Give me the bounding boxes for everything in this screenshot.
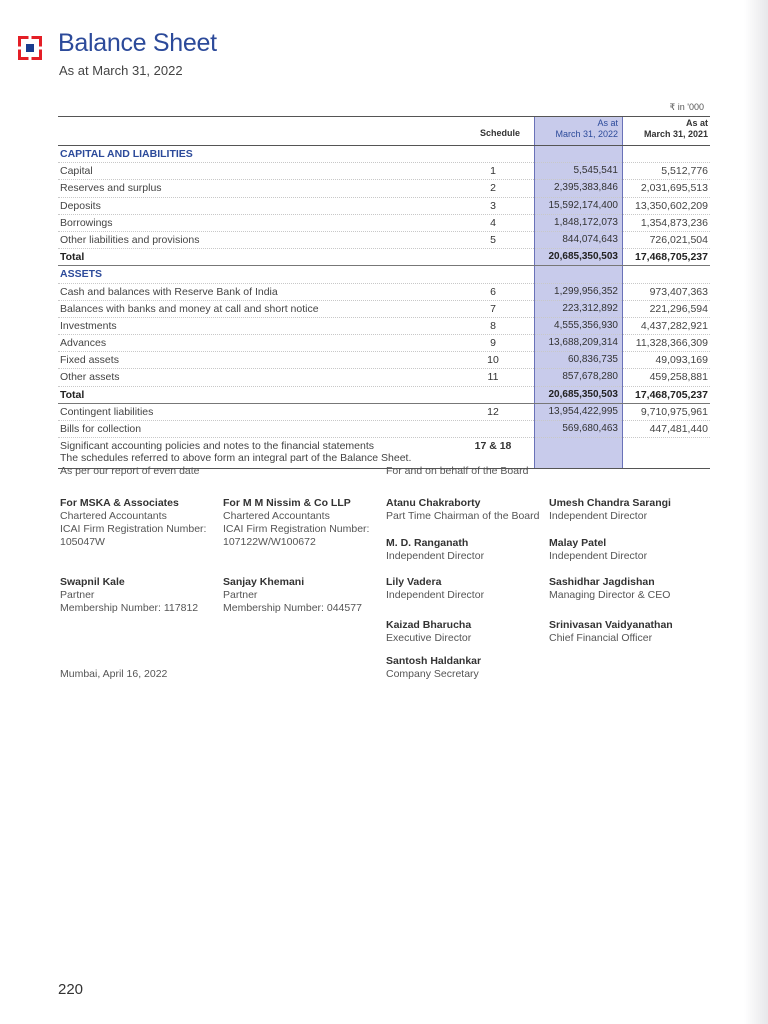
table-row [58,180,710,197]
row-label: Other assets [60,371,120,384]
table-body [58,146,710,438]
row-value-2022: 20,685,350,503 [548,251,618,263]
board-member [549,537,647,563]
row-value-2022: 223,312,892 [562,302,618,314]
row-label: Balances with banks and money at call and short notice [60,302,319,315]
section-row [58,266,710,283]
auditor-firm-2 [223,497,369,549]
board-member [386,576,484,602]
row-label: Total [60,251,85,264]
row-value-2022: 1,848,172,073 [554,216,618,228]
row-value-2022: 20,685,350,503 [548,388,618,400]
header-2022 [534,118,618,140]
board-member [386,497,540,523]
row-schedule: 2 [490,182,496,195]
board-member-role: Executive Director [386,632,472,644]
board-member [549,619,673,645]
table-row [58,215,710,232]
board-member-role: Independent Director [386,550,485,562]
board-member-role: Managing Director & CEO [549,589,671,601]
board-intro: For and on behalf of the Board [386,465,529,477]
header-2022-line1: As at [597,118,618,128]
page-title: Balance Sheet [58,29,217,57]
row-value-2022: 569,680,463 [562,423,618,434]
note-line-2: The schedules referred to above form an integral part of the Balance Sheet. [60,452,412,465]
board-member [386,537,484,563]
row-schedule: 1 [490,165,496,178]
auditor-partner-2 [223,576,362,615]
row-label: Cash and balances with Reserve Bank of India [60,285,278,298]
table-row [58,284,710,301]
partner-1-name: Swapnil Kale [60,576,125,588]
row-label: ASSETS [60,268,103,281]
row-label: Contingent liabilities [60,405,154,418]
board-member [386,655,481,681]
board-member [386,619,471,645]
row-label: Capital [60,165,93,178]
row-label: Bills for collection [60,423,142,435]
board-member-name: M. D. Ranganath [386,537,469,549]
row-value-2022: 13,688,209,314 [548,337,618,349]
header-2021 [624,118,708,140]
row-value-2022: 4,555,356,930 [554,319,618,331]
board-member-name: Srinivasan Vaidyanathan [549,619,673,631]
row-schedule: 11 [487,371,499,384]
section-row [58,146,710,163]
page-edge-shadow [744,0,768,1024]
board-member-role: Independent Director [386,589,485,601]
board-member-name: Malay Patel [549,537,607,549]
row-schedule: 7 [490,302,496,315]
header-2022-line2: March 31, 2022 [555,129,618,139]
row-value-2021: 13,350,602,209 [635,199,708,212]
row-label: Reserves and surplus [60,182,162,195]
board-member-name: Umesh Chandra Sarangi [549,497,671,509]
table-note-row [58,438,710,468]
row-value-2022: 15,592,174,400 [548,199,618,211]
place-date: Mumbai, April 16, 2022 [60,668,168,680]
board-member-name: Santosh Haldankar [386,655,482,667]
table-row [58,369,710,386]
row-value-2021: 11,328,366,309 [635,337,708,350]
row-value-2021: 973,407,363 [649,285,708,298]
row-schedule: 8 [490,319,496,332]
row-value-2021: 9,710,975,961 [640,405,708,418]
table-row [58,335,710,352]
row-schedule: 3 [490,199,496,212]
table-header [58,117,710,146]
table-row [58,318,710,335]
total-row [58,249,710,266]
row-label: Total [60,388,85,401]
row-value-2021: 1,354,873,236 [640,216,708,229]
row-value-2021: 49,093,169 [655,354,708,367]
row-value-2021: 2,031,695,513 [640,182,708,195]
row-value-2021: 5,512,776 [661,165,708,178]
table-row [58,232,710,249]
row-label: Fixed assets [60,354,119,367]
row-label: Advances [60,337,107,350]
row-value-2021: 221,296,594 [649,302,708,315]
board-member [549,576,670,602]
total-row [58,387,710,404]
row-schedule: 10 [487,354,499,367]
board-member-name: Kaizad Bharucha [386,619,472,631]
note-schedule: 17 & 18 [474,440,512,453]
row-label: Deposits [60,199,101,212]
row-schedule: 12 [487,405,499,418]
auditor-firm-1 [60,497,206,549]
table-row [58,198,710,215]
balance-sheet-table [58,116,710,469]
header-schedule: Schedule [480,128,521,138]
note-line-1: Significant accounting policies and notes to the financial statements [60,440,375,453]
bank-logo-icon [18,36,42,60]
partner-2-line-1: Partner [223,589,258,601]
row-schedule: 9 [490,337,496,350]
firm-2-line-2: ICAI Firm Registration Number: [223,523,370,535]
firm-2-line-1: Chartered Accountants [223,510,330,522]
auditor-intro: As per our report of even date [60,465,200,477]
firm-2-name: For M M Nissim & Co LLP [223,497,351,509]
board-member-role: Company Secretary [386,668,479,680]
board-member-role: Independent Director [549,550,648,562]
row-value-2021: 726,021,504 [649,233,708,246]
row-value-2022: 60,836,735 [567,354,618,366]
table-row [58,301,710,318]
header-2021-line1: As at [685,118,708,128]
row-value-2022: 1,299,956,352 [554,285,618,297]
row-value-2021: 17,468,705,237 [635,251,708,264]
board-member-name: Sashidhar Jagdishan [549,576,655,588]
table-row [58,421,710,438]
board-member-name: Lily Vadera [386,576,442,588]
row-value-2021: 17,468,705,237 [635,388,708,401]
row-schedule: 4 [490,216,496,229]
firm-1-line-3: 105047W [60,536,105,548]
board-member-role: Chief Financial Officer [549,632,653,644]
units-note: ₹ in '000 [669,102,704,112]
row-label: CAPITAL AND LIABILITIES [60,148,193,160]
board-member-role: Independent Director [549,510,648,522]
partner-2-name: Sanjay Khemani [223,576,305,588]
row-value-2022: 2,395,383,846 [554,182,618,194]
row-schedule: 5 [490,233,496,246]
firm-1-name: For MSKA & Associates [60,497,179,509]
row-label: Borrowings [60,216,113,229]
table-row [58,352,710,369]
table-row [58,163,710,180]
header-2021-line2: March 31, 2021 [643,129,708,139]
partner-2-line-2: Membership Number: 044577 [223,602,362,614]
row-schedule: 6 [490,285,496,298]
row-value-2022: 844,074,643 [562,233,618,245]
note-text [60,440,411,464]
row-label: Other liabilities and provisions [60,233,200,246]
firm-1-line-1: Chartered Accountants [60,510,167,522]
row-value-2022: 857,678,280 [562,371,618,383]
row-label: Investments [60,319,117,332]
page-subtitle: As at March 31, 2022 [59,63,183,78]
firm-2-line-3: 107122W/W100672 [223,536,316,548]
board-member-role: Part Time Chairman of the Board [386,510,540,522]
board-member-name: Atanu Chakraborty [386,497,481,509]
table-row [58,404,710,421]
row-value-2021: 459,258,881 [649,371,708,384]
partner-1-line-1: Partner [60,589,95,601]
row-value-2022: 5,545,541 [573,165,618,177]
board-member [549,497,671,523]
auditor-partner-1 [60,576,198,615]
row-value-2021: 4,437,282,921 [640,319,708,332]
row-value-2022: 13,954,422,995 [548,405,618,417]
page-number: 220 [58,981,84,998]
firm-1-line-2: ICAI Firm Registration Number: [60,523,207,535]
row-value-2021: 447,481,440 [649,423,708,435]
partner-1-line-2: Membership Number: 117812 [60,602,199,614]
